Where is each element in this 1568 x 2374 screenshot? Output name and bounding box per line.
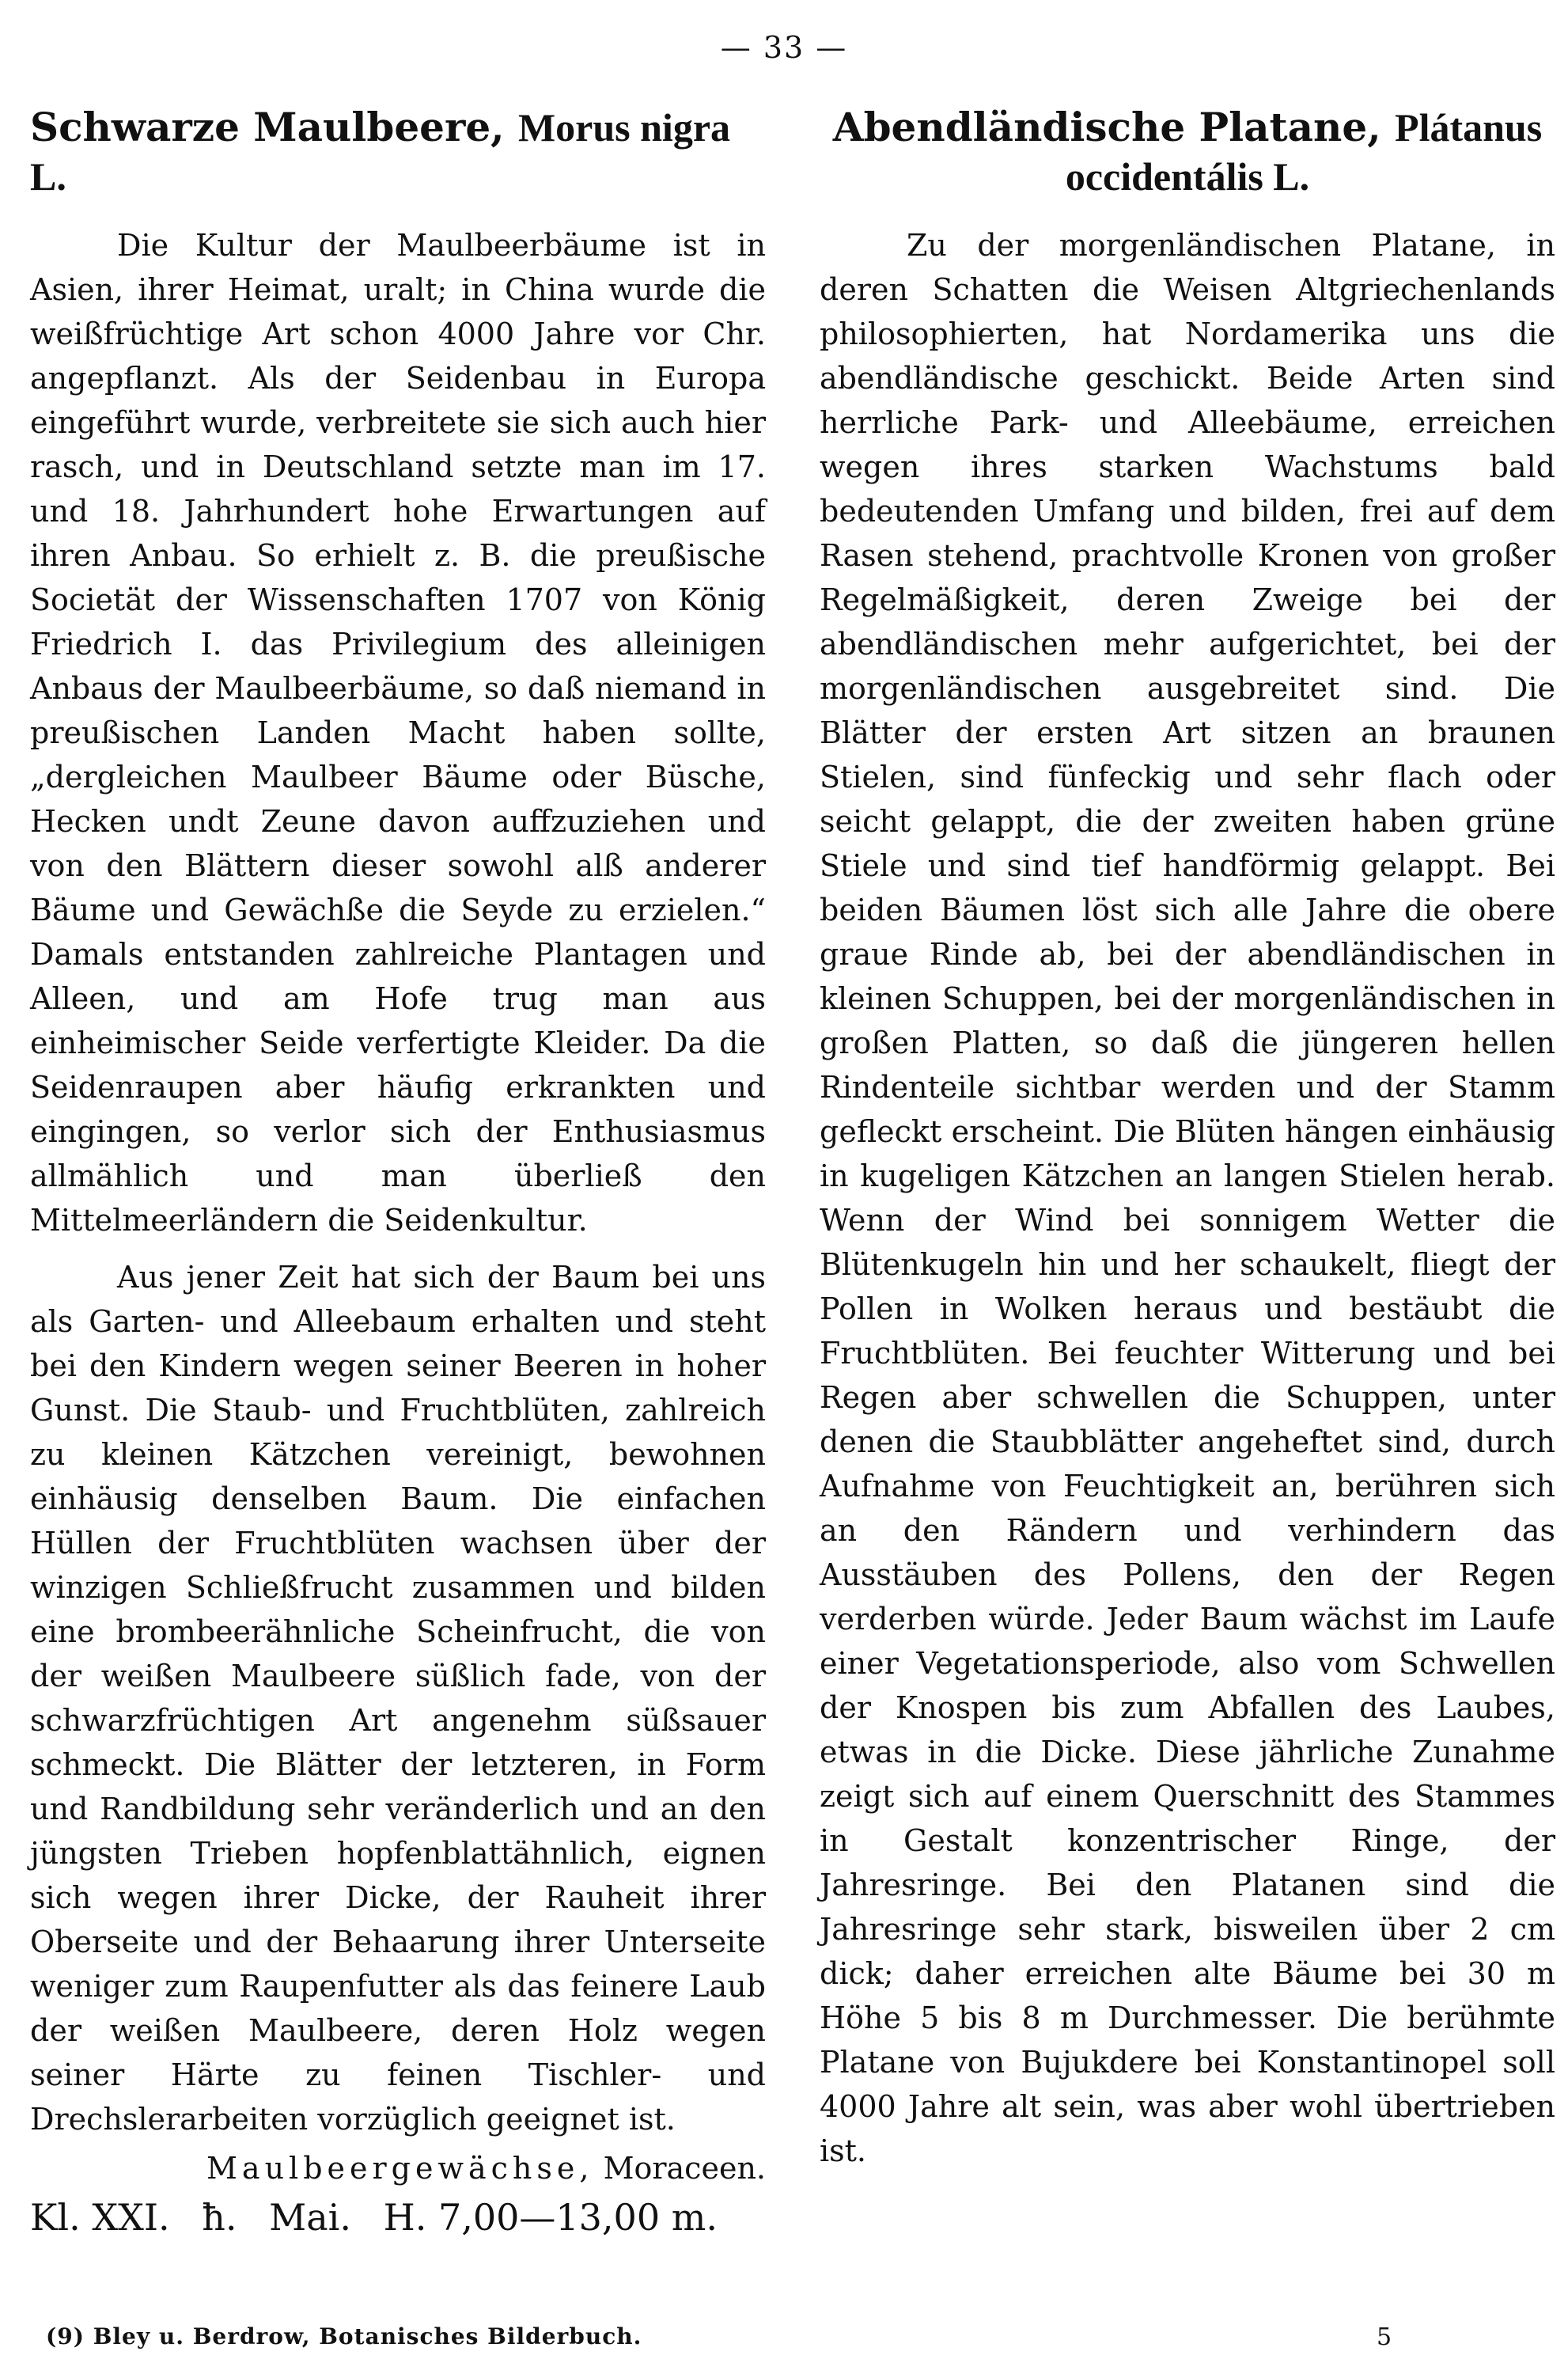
paragraph: Aus jener Zeit hat sich der Baum bei uns als Garten- und Alleebaum erhalten und steht bei den Kindern wegen seiner Beeren in hoher Gunst. Die Staub- und Fruchtblüten, zahlreich zu kleinen Kätzchen vereinigt, bewohnen einhäusig denselben Baum. Die einfachen Hüllen der Fruchtblüten wachsen über der winzigen Schließfrucht zusammen und bilden eine brombeerähnliche Scheinfrucht, die von der weißen Maulbeere süßlich fade, von der schwarzfrüchtigen Art angenehm süßsauer schmeckt. Die Blätter der letzteren, in Form und Randbildung sehr veränderlich und an den jüngsten Trieben hopfenblattähnlich, eignen sich wegen ihrer Dicke, der Rauheit ihrer Oberseite und der Behaarung ihrer Unterseite weniger zum Raupenfutter als das feinere Laub der weißen Maulbeere, deren Holz wegen seiner Härte zu feinen Tischler- und Drechslerarbeiten vorzüglich geeignet ist. <box>30 1260 766 2137</box>
title-german: Abendländische Platane, <box>832 104 1381 150</box>
family-german: Maulbeergewächse, <box>206 2151 594 2186</box>
page-number: — 33 — <box>720 30 848 65</box>
classification-line <box>30 2194 766 2241</box>
family-latin: Moraceen. <box>603 2151 766 2186</box>
right-column <box>820 103 1555 2173</box>
title-latin: Morus nigra L. <box>30 105 731 199</box>
article-title-plane-tree <box>820 103 1555 201</box>
plant-family <box>30 2146 766 2190</box>
habit-symbol: ħ. <box>202 2196 237 2239</box>
paragraph: Die Kultur der Maulbeerbäume ist in Asien, ihrer Heimat, uralt; in China wurde die weißfrüchtige Art schon 4000 Jahre vor Chr. angepflanzt. Als der Seidenbau in Europa eingeführt wurde, verbreitete sie sich auch hier rasch, und in Deutschland setzte man im 17. und 18. Jahrhundert hohe Erwartungen auf ihren Anbau. So erhielt z. B. die preußische Societät der Wissenschaften 1707 von König Friedrich I. das Privilegium des alleinigen Anbaus der Maulbeerbäume, so daß niemand in preußischen Landen Macht haben sollte, „dergleichen Maulbeer Bäume oder Büsche, Hecken undt Zeune davon auffzuziehen und von den Blättern dieser sowohl alß anderer Bäume und Gewächße die Seyde zu erzielen.“ Damals entstanden zahlreiche Plantagen und Alleen, und am Hofe trug man aus einheimischer Seide verfertigte Kleider. Da die Seidenraupen aber häufig erkrankten und eingingen, so verlor sich der Enthusiasmus allmählich und man überließ den Mittelmeerländern die Seidenkultur. <box>30 228 766 1238</box>
article-title-mulberry <box>30 103 766 201</box>
publisher-signature: (9) Bley u. Berdrow, Botanisches Bilderbuch. <box>46 2323 642 2349</box>
sheet-number: 5 <box>1377 2323 1393 2351</box>
linnaean-class: Kl. XXI. <box>30 2196 170 2239</box>
title-latin: Plátanus occidentális L. <box>1065 105 1543 199</box>
title-german: Schwarze Maulbeere, <box>30 104 505 150</box>
left-column <box>30 103 766 2241</box>
paragraph: Zu der morgenländischen Platane, in deren Schatten die Weisen Altgriechenlands philosophierten, hat Nordamerika uns die abendländische geschickt. Beide Arten sind herrliche Park- und Alleebäume, erreichen wegen ihres starken Wachstums bald bedeutenden Umfang und bilden, frei auf dem Rasen stehend, prachtvolle Kronen von großer Regelmäßigkeit, deren Zweige bei der abendländischen mehr aufgerichtet, bei der morgenländischen ausgebreitet sind. Die Blätter der ersten Art sitzen an braunen Stielen, sind fünfeckig und sehr flach oder seicht gelappt, die der zweiten haben grüne Stiele und sind tief handförmig gelappt. Bei beiden Bäumen löst sich alle Jahre die obere graue Rinde ab, bei der abendländischen in kleinen Schuppen, bei der morgenländischen in großen Platten, so daß die jüngeren hellen Rindenteile sichtbar werden und der Stamm gefleckt erscheint. Die Blüten hängen einhäusig in kugeligen Kätzchen an langen Stielen herab. Wenn der Wind bei sonnigem Wetter die Blütenkugeln hin und her schaukelt, fliegt der Pollen in Wolken heraus und bestäubt die Fruchtblüten. Bei feuchter Witterung und bei Regen aber schwellen die Schuppen, unter denen die Staubblätter angeheftet sind, durch Aufnahme von Feuchtigkeit an, berühren sich an den Rändern und verhindern das Ausstäuben des Pollens, den der Regen verderben würde. Jeder Baum wächst im Laufe einer Vegetationsperiode, also vom Schwellen der Knospen bis zum Abfallen des Laubes, etwas in die Dicke. Diese jährliche Zunahme zeigt sich auf einem Querschnitt des Stammes in Gestalt konzentrischer Ringe, der Jahresringe. Bei den Platanen sind die Jahresringe sehr stark, bisweilen über 2 cm dick; daher erreichen alte Bäume bei 30 m Höhe 5 bis 8 m Durchmesser. Die berühmte Platane von Bujukdere bei Konstantinopel soll 4000 Jahre alt sein, was aber wohl übertrieben ist. <box>820 228 1555 2168</box>
plant-height: H. 7,00—13,00 m. <box>383 2196 718 2239</box>
flowering-month: Mai. <box>269 2196 351 2239</box>
